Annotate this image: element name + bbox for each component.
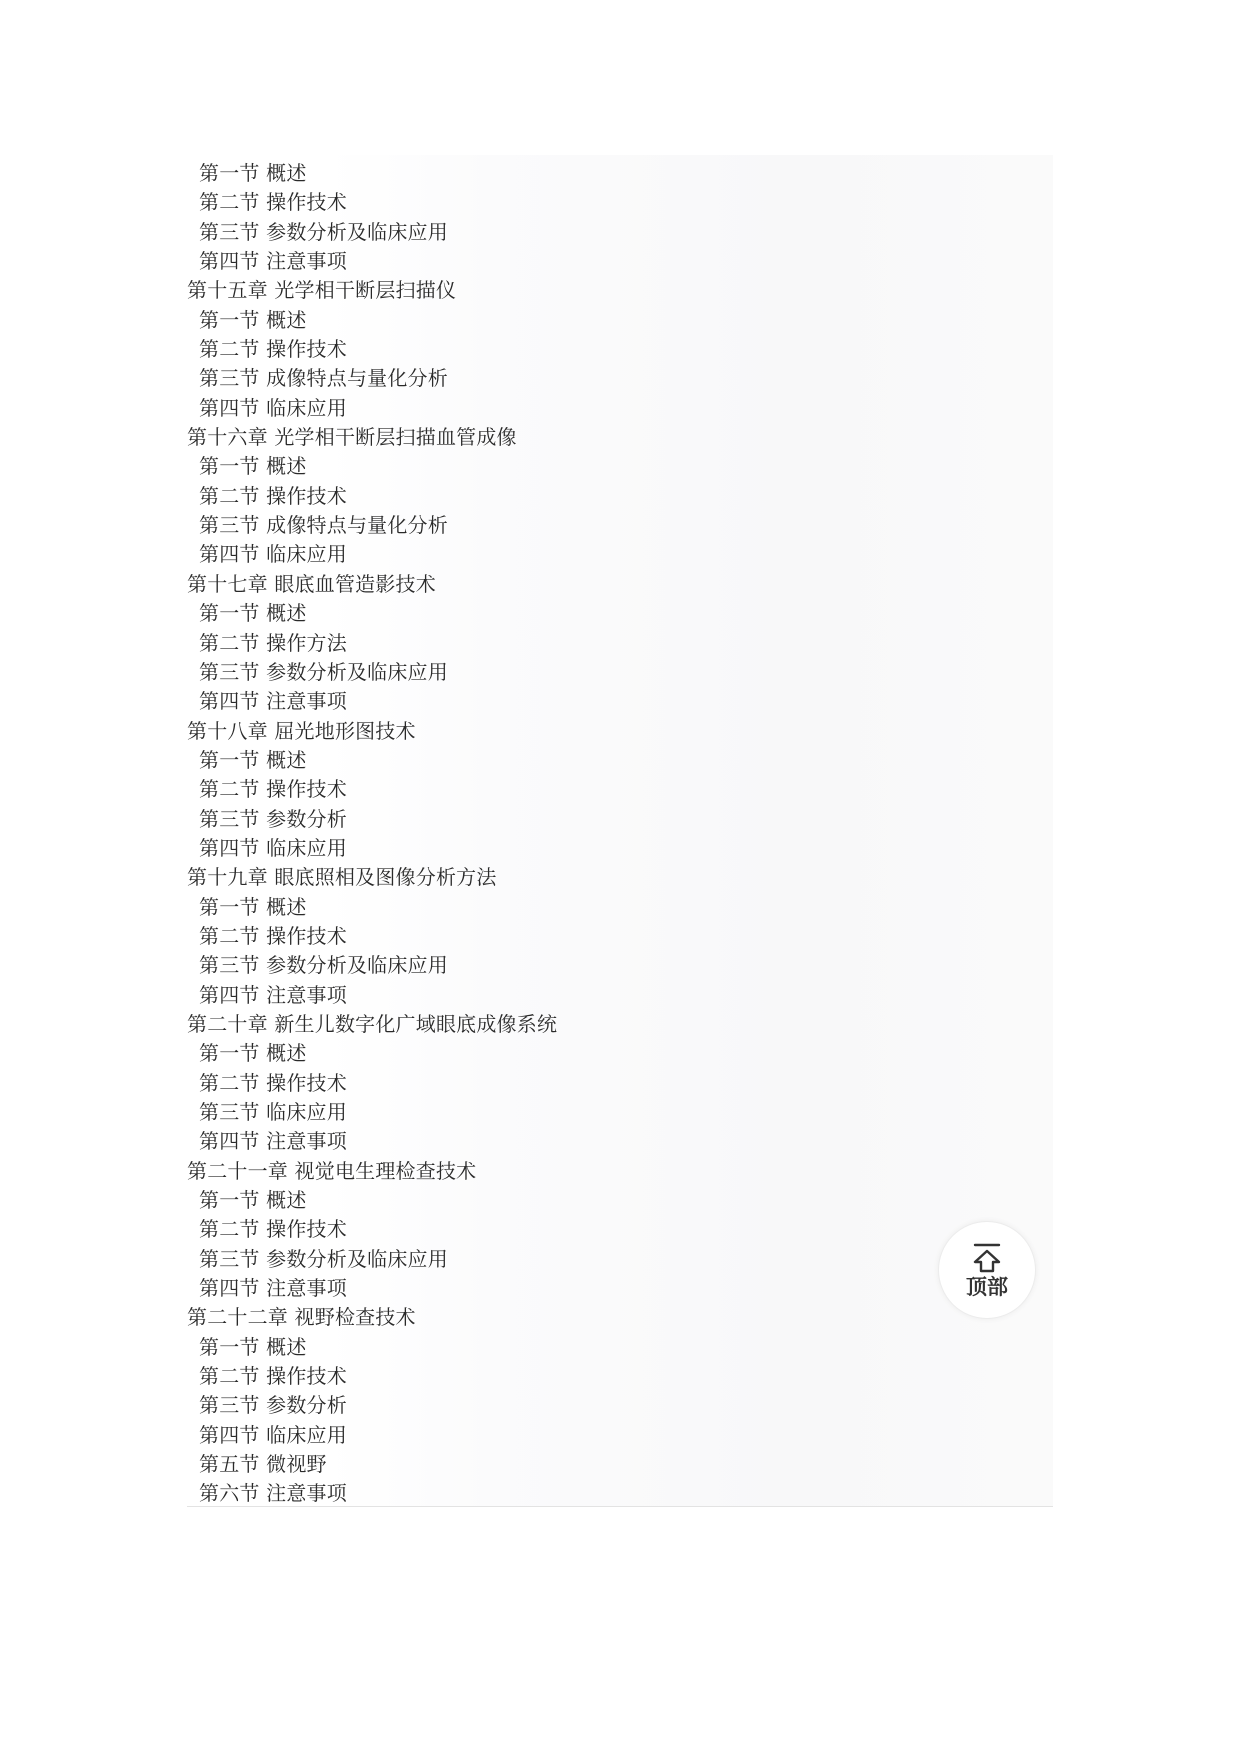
toc-section-item[interactable]: 第四节 注意事项: [199, 249, 347, 274]
back-to-top-button[interactable]: [938, 1221, 1036, 1319]
toc-section-item[interactable]: 第四节 注意事项: [199, 1276, 347, 1301]
toc-section-item[interactable]: 第二节 操作技术: [199, 337, 347, 362]
toc-chapter-item[interactable]: 第十九章 眼底照相及图像分析方法: [187, 865, 497, 890]
toc-chapter-item[interactable]: 第二十一章 视觉电生理检查技术: [187, 1158, 477, 1183]
toc-section-item[interactable]: 第二节 操作技术: [199, 1364, 347, 1389]
back-to-top-label: 顶部: [966, 1275, 1008, 1299]
toc-section-item[interactable]: 第二节 操作技术: [199, 483, 347, 508]
toc-section-item[interactable]: 第四节 注意事项: [199, 1129, 347, 1154]
toc-section-item[interactable]: 第三节 成像特点与量化分析: [199, 513, 448, 538]
toc-section-item[interactable]: 第四节 临床应用: [199, 1422, 347, 1447]
toc-section-item[interactable]: 第二节 操作技术: [199, 923, 347, 948]
toc-section-item[interactable]: 第一节 概述: [199, 601, 307, 626]
toc-section-item[interactable]: 第三节 参数分析: [199, 1393, 347, 1418]
toc-section-item[interactable]: 第一节 概述: [199, 894, 307, 919]
toc-chapter-item[interactable]: 第二十二章 视野检查技术: [187, 1305, 416, 1330]
toc-section-item[interactable]: 第二节 操作技术: [199, 190, 347, 215]
toc-chapter-item[interactable]: 第十七章 眼底血管造影技术: [187, 571, 436, 596]
toc-section-item[interactable]: 第一节 概述: [199, 307, 307, 332]
toc-section-item[interactable]: 第三节 参数分析及临床应用: [199, 659, 448, 684]
table-of-contents: [187, 159, 557, 1509]
toc-section-item[interactable]: 第三节 参数分析及临床应用: [199, 953, 448, 978]
toc-section-item[interactable]: 第四节 临床应用: [199, 395, 347, 420]
toc-section-item[interactable]: 第四节 临床应用: [199, 542, 347, 567]
toc-section-item[interactable]: 第一节 概述: [199, 747, 307, 772]
toc-section-item[interactable]: 第一节 概述: [199, 1041, 307, 1066]
toc-section-item[interactable]: 第二节 操作方法: [199, 630, 347, 655]
toc-chapter-item[interactable]: 第十六章 光学相干断层扫描血管成像: [187, 425, 517, 450]
toc-section-item[interactable]: 第一节 概述: [199, 1334, 307, 1359]
toc-chapter-item[interactable]: 第十五章 光学相干断层扫描仪: [187, 278, 457, 303]
toc-section-item[interactable]: 第六节 注意事项: [199, 1481, 347, 1506]
toc-section-item[interactable]: 第三节 参数分析及临床应用: [199, 1246, 448, 1271]
arrow-up-to-top-icon: [970, 1241, 1004, 1273]
toc-section-item[interactable]: 第二节 操作技术: [199, 777, 347, 802]
toc-section-item[interactable]: 第三节 成像特点与量化分析: [199, 366, 448, 391]
toc-section-item[interactable]: 第三节 参数分析及临床应用: [199, 219, 448, 244]
toc-section-item[interactable]: 第四节 注意事项: [199, 982, 347, 1007]
toc-section-item[interactable]: 第二节 操作技术: [199, 1217, 347, 1242]
toc-section-item[interactable]: 第四节 注意事项: [199, 689, 347, 714]
toc-chapter-item[interactable]: 第十八章 屈光地形图技术: [187, 718, 416, 743]
toc-section-item[interactable]: 第一节 概述: [199, 161, 307, 185]
toc-section-item[interactable]: 第五节 微视野: [199, 1452, 327, 1477]
toc-section-item[interactable]: 第四节 临床应用: [199, 835, 347, 860]
toc-section-item[interactable]: 第三节 参数分析: [199, 806, 347, 831]
toc-panel: [187, 155, 1053, 1507]
toc-section-item[interactable]: 第二节 操作技术: [199, 1070, 347, 1095]
toc-section-item[interactable]: 第三节 临床应用: [199, 1100, 347, 1124]
toc-section-item[interactable]: 第一节 概述: [199, 1188, 307, 1213]
toc-section-item[interactable]: 第一节 概述: [199, 454, 307, 479]
toc-chapter-item[interactable]: 第二十章 新生儿数字化广域眼底成像系统: [187, 1011, 558, 1036]
